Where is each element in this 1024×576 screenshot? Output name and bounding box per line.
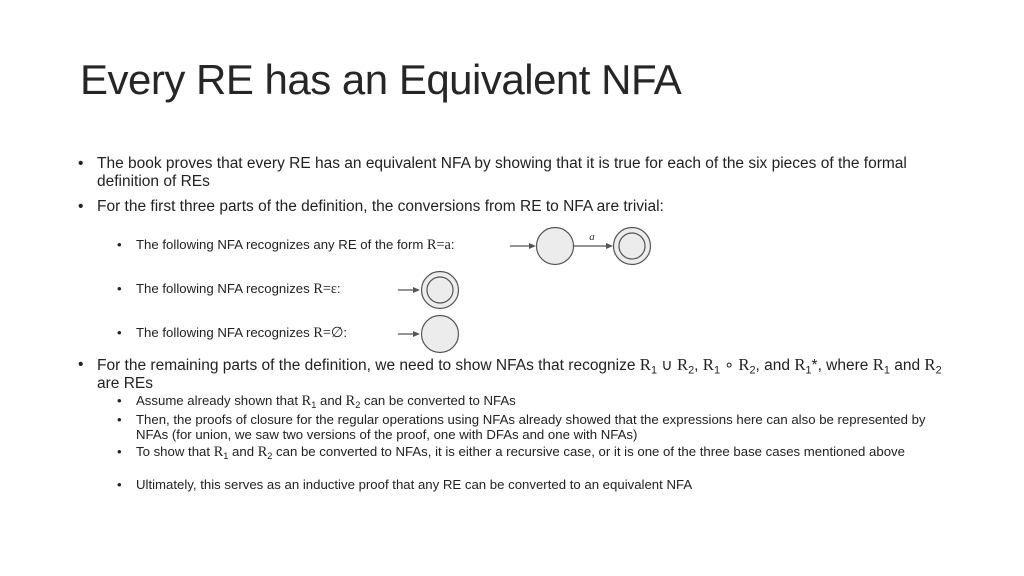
bullet-glyph: • [117,325,122,340]
re-expression: R=∅ [313,325,344,341]
sub-bullet-show [117,444,957,460]
bullet-first-three-parts [78,198,958,216]
bullet-glyph: • [117,477,122,492]
bullet-glyph: • [78,155,84,172]
sub-bullet-ultimately [117,477,957,492]
sub-bullet-text: The following NFA recognizes any RE of the form R=a: [136,237,455,253]
bullet-book-proof [78,155,958,191]
sub-bullet-re-emptyset [117,325,957,341]
sub-bullet-text: Assume already shown that $R_1$ and $R_2$ can be converted to NFAs [136,393,516,410]
nfa-start-state [422,316,459,353]
transition-arrowhead [606,243,613,249]
sub-bullet-text: Then, the proofs of closure for the regular operations using NFAs already showed that the expressions here can also be represented by NFAs (for union, we saw two versions of the proof, one with DFAs and one with NFAs) [136,412,926,442]
sub-bullet-text: The following NFA recognizes R=ε: [136,281,341,297]
bullet-text: For the remaining parts of the definition, we need to show NFAs that recognize $R_1$ ∪ $R_2$, $R_1$ ∘ $R_2$, and $R_1*$, where $R_1$ and $R_2$ are REs [97,355,942,392]
bullet-remaining-parts [78,356,958,393]
nfa-diagram-re-emptyset [398,312,468,356]
sub-bullet-text: Ultimately, this serves as an inductive proof that any RE can be converted to an equivalent NFA [136,477,693,492]
start-arrowhead [529,243,536,249]
nfa-start-state [537,228,574,265]
re-expression: R=a [427,237,451,253]
start-arrowhead [413,287,420,293]
sub-bullet-closure [117,412,957,442]
bullet-glyph: • [78,356,84,373]
bullet-text: The book proves that every RE has an equivalent NFA by showing that it is true for each of the six pieces of the formal definition of REs [97,155,907,190]
sub-bullet-assume [117,393,957,409]
nfa-diagram-re-epsilon [398,268,468,312]
re-expression: R=ε [313,281,337,297]
bullet-glyph: • [117,412,122,427]
slide-title: Every RE has an Equivalent NFA [80,56,682,103]
bullet-glyph: • [117,237,122,252]
bullet-glyph: • [117,393,122,408]
nfa-diagram-re-a [510,222,660,270]
start-arrowhead [413,331,420,337]
sub-bullet-text: The following NFA recognizes R=∅: [136,325,348,341]
sub-bullet-text: To show that $R_1$ and $R_2$ can be converted to NFAs, it is either a recursive case, or it is one of the three base cases mentioned above [136,444,905,461]
bullet-text: For the first three parts of the definition, the conversions from RE to NFA are trivial: [97,198,664,215]
transition-label: a [589,231,595,243]
bullet-glyph: • [117,444,122,459]
bullet-glyph: • [78,198,84,215]
bullet-glyph: • [117,281,122,296]
sub-bullet-re-epsilon [117,281,957,297]
